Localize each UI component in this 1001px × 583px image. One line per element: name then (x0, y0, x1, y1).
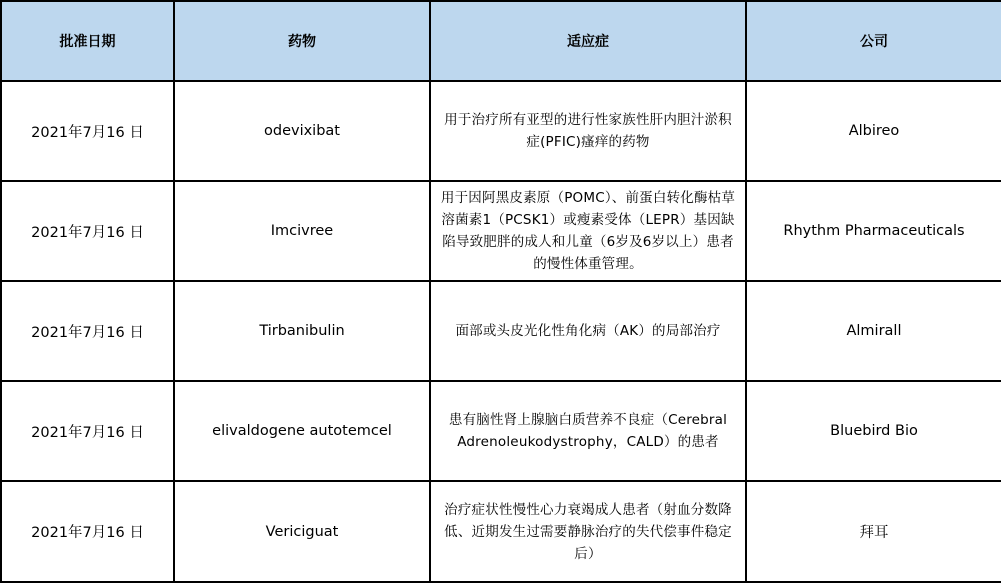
table-row (1, 181, 1001, 281)
cell-company: 拜耳 (746, 481, 1001, 582)
cell-drug: Vericiguat (174, 481, 430, 582)
cell-company: Rhythm Pharmaceuticals (746, 181, 1001, 281)
indication-text: 面部或头皮光化性角化病（AK）的局部治疗 (455, 323, 721, 339)
table-row (1, 281, 1001, 381)
indication-text: 治疗症状性慢性心力衰竭成人患者（射血分数降低、近期发生过需要静脉治疗的失代偿事件稳定后） (444, 501, 732, 562)
indication-text: 用于因阿黑皮素原（POMC）、前蛋白转化酶枯草溶菌素1（PCSK1）或瘦素受体（LEPR）基因缺陷导致肥胖的成人和儿童（6岁及6岁以上）患者的慢性体重管理。 (440, 190, 736, 272)
cell-indication (430, 281, 746, 381)
header-indication: 适应症 (430, 1, 746, 81)
table-row (1, 481, 1001, 582)
cell-drug: Tirbanibulin (174, 281, 430, 381)
cell-date: 2021年7月16 日 (1, 281, 174, 381)
cell-indication (430, 181, 746, 281)
cell-date: 2021年7月16 日 (1, 381, 174, 481)
cell-drug: elivaldogene autotemcel (174, 381, 430, 481)
cell-drug: odevixibat (174, 81, 430, 181)
table-row (1, 381, 1001, 481)
cell-indication (430, 481, 746, 582)
cell-indication (430, 381, 746, 481)
indication-text: 用于治疗所有亚型的进行性家族性肝内胆汁淤积症(PFIC)瘙痒的药物 (444, 112, 732, 150)
indication-text: 患有脑性肾上腺脑白质营养不良症（Cerebral Adrenoleukodystrophy，CALD）的患者 (448, 412, 728, 450)
header-row (1, 1, 1001, 81)
cell-drug: Imcivree (174, 181, 430, 281)
cell-company: Almirall (746, 281, 1001, 381)
header-date: 批准日期 (1, 1, 174, 81)
table-row (1, 81, 1001, 181)
cell-indication (430, 81, 746, 181)
header-company: 公司 (746, 1, 1001, 81)
cell-company: Albireo (746, 81, 1001, 181)
cell-date: 2021年7月16 日 (1, 181, 174, 281)
header-drug: 药物 (174, 1, 430, 81)
cell-date: 2021年7月16 日 (1, 81, 174, 181)
cell-company: Bluebird Bio (746, 381, 1001, 481)
cell-date: 2021年7月16 日 (1, 481, 174, 582)
